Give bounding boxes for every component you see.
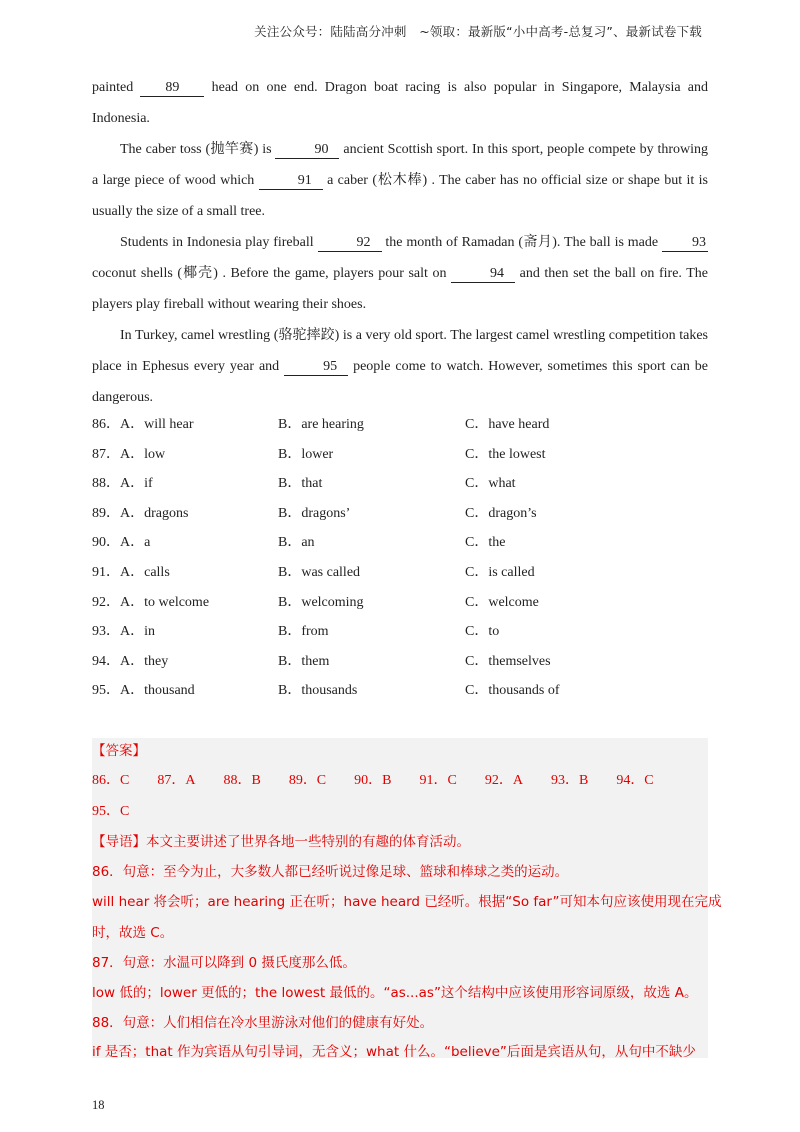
option-c: C．what <box>465 476 516 492</box>
blank-90: 90 <box>275 142 339 159</box>
option-b: B．are hearing <box>278 417 364 432</box>
paragraph-2 <box>92 134 708 227</box>
text: The caber toss (抛竿赛) is <box>120 142 272 157</box>
answer-item: 92．A <box>484 773 523 788</box>
option-b: B．welcoming <box>278 594 364 610</box>
answer-item: 93．B <box>550 773 589 788</box>
answer-section <box>92 738 722 1060</box>
option-a: 89．A．dragons <box>92 505 189 521</box>
answer-item: 89．C <box>288 773 327 788</box>
answer-item: 94．C <box>616 773 654 788</box>
option-row <box>92 440 708 470</box>
option-c: C．welcome <box>465 594 539 610</box>
answer-row-2: 95．C <box>92 804 130 819</box>
explanation-86-analysis: will hear 将会听；are hearing 正在听；have heard 已经听。根据“So far”可知本句应该使用现在完成 <box>92 894 722 910</box>
blank-91: 91 <box>259 173 323 190</box>
option-c: C．dragon’s <box>465 505 537 521</box>
option-b: B．from <box>278 624 329 640</box>
option-c: C．have heard <box>465 417 550 432</box>
blank-93: 93 <box>662 235 708 252</box>
answer-intro: 【导语】本文主要讲述了世界各地一些特别的有趣的体育活动。 <box>92 834 470 850</box>
text: Students in Indonesia play fireball <box>120 235 314 250</box>
option-c: C．to <box>465 624 500 640</box>
page-header: 关注公众号：陆陆高分冲刺 ~领取：最新版“小中高考-总复习”、最新试卷下载 <box>254 24 702 39</box>
option-a: 87．A．low <box>92 446 166 462</box>
option-b: B．that <box>278 476 323 492</box>
text: ancient Scottish sport. In this sport, people compete by throwing a large piece of wood which <box>92 142 709 188</box>
answer-row-1 <box>92 769 682 789</box>
text: a caber (松木棒) . The caber has no official size or shape but it is usually the size of a small tree. <box>92 173 708 219</box>
text: coconut shells (椰壳) . Before the game, players pour salt on <box>92 266 447 281</box>
option-row <box>92 558 708 588</box>
option-b: B．an <box>278 535 315 551</box>
option-a: 86．A．will hear <box>92 417 194 432</box>
option-row <box>92 588 708 618</box>
explanation-88-meaning: 88．句意：人们相信在冷水里游泳对他们的健康有好处。 <box>92 1015 434 1031</box>
option-c: C．themselves <box>465 653 551 669</box>
text: people come to watch. However, sometimes this sport can be dangerous. <box>92 359 709 405</box>
option-b: B．was called <box>278 564 361 580</box>
text: and then set the ball on fire. The players play fireball without wearing their shoes. <box>92 266 709 312</box>
text: the month of Ramadan (斋月). The ball is made <box>385 235 659 250</box>
option-c: C．is called <box>465 564 535 580</box>
answer-item: 91．C <box>419 773 457 788</box>
option-row <box>92 469 708 499</box>
option-c: C．the <box>465 535 506 551</box>
option-c: C．thousands of <box>465 683 560 699</box>
answer-item: 88．B <box>223 773 261 788</box>
text: painted <box>92 80 134 95</box>
answer-heading: 【答案】 <box>92 743 146 759</box>
text: In Turkey, camel wrestling (骆驼摔跤) is a very old sport. The largest camel wrestling competition takes place in Ephesus every year and <box>92 328 708 374</box>
option-b: B．thousands <box>278 683 358 699</box>
option-row <box>92 499 708 529</box>
paragraph-1 <box>92 72 708 134</box>
answer-item: 86．C <box>92 773 130 788</box>
explanation-86-analysis-cont: 时，故选 C。 <box>92 925 174 941</box>
explanation-87-analysis: low 低的；lower 更低的；the lowest 最低的。“as...as”这个结构中应该使用形容词原级，故选 A。 <box>92 985 698 1001</box>
explanation-86-meaning: 86．句意：至今为止，大多数人都已经听说过像足球、篮球和棒球之类的运动。 <box>92 864 569 880</box>
option-row <box>92 676 708 706</box>
option-row <box>92 617 708 647</box>
option-c: C．the lowest <box>465 446 546 462</box>
blank-95: 95 <box>284 359 348 376</box>
option-a: 95．A．thousand <box>92 683 195 699</box>
option-b: B．them <box>278 653 330 669</box>
page-number: 18 <box>92 1098 105 1112</box>
option-row <box>92 647 708 677</box>
blank-94: 94 <box>451 266 515 283</box>
answer-item: 87．A <box>157 773 196 788</box>
text: head on one end. Dragon boat racing is also popular in Singapore, Malaysia and Indonesia. <box>92 80 708 126</box>
option-a: 92．A．to welcome <box>92 594 210 610</box>
option-a: 91．A．calls <box>92 564 170 580</box>
blank-89: 89 <box>140 80 204 97</box>
passage <box>92 72 708 413</box>
paragraph-4 <box>92 320 708 413</box>
option-a: 93．A．in <box>92 624 155 640</box>
option-row <box>92 528 708 558</box>
option-a: 90．A．a <box>92 535 151 551</box>
option-b: B．dragons’ <box>278 505 351 521</box>
answer-item: 90．B <box>354 773 392 788</box>
blank-92: 92 <box>318 235 382 252</box>
option-a: 88．A．if <box>92 476 153 492</box>
explanation-88-analysis: if 是否；that 作为宾语从句引导词，无含义；what 什么。“believe”后面是宾语从句，从句中不缺少 <box>92 1044 696 1060</box>
option-a: 94．A．they <box>92 653 169 669</box>
option-row <box>92 410 708 440</box>
options-list <box>92 410 708 706</box>
option-b: B．lower <box>278 446 334 462</box>
explanation-87-meaning: 87．句意：水温可以降到 0 摄氏度那么低。 <box>92 955 356 971</box>
paragraph-3 <box>92 227 708 320</box>
